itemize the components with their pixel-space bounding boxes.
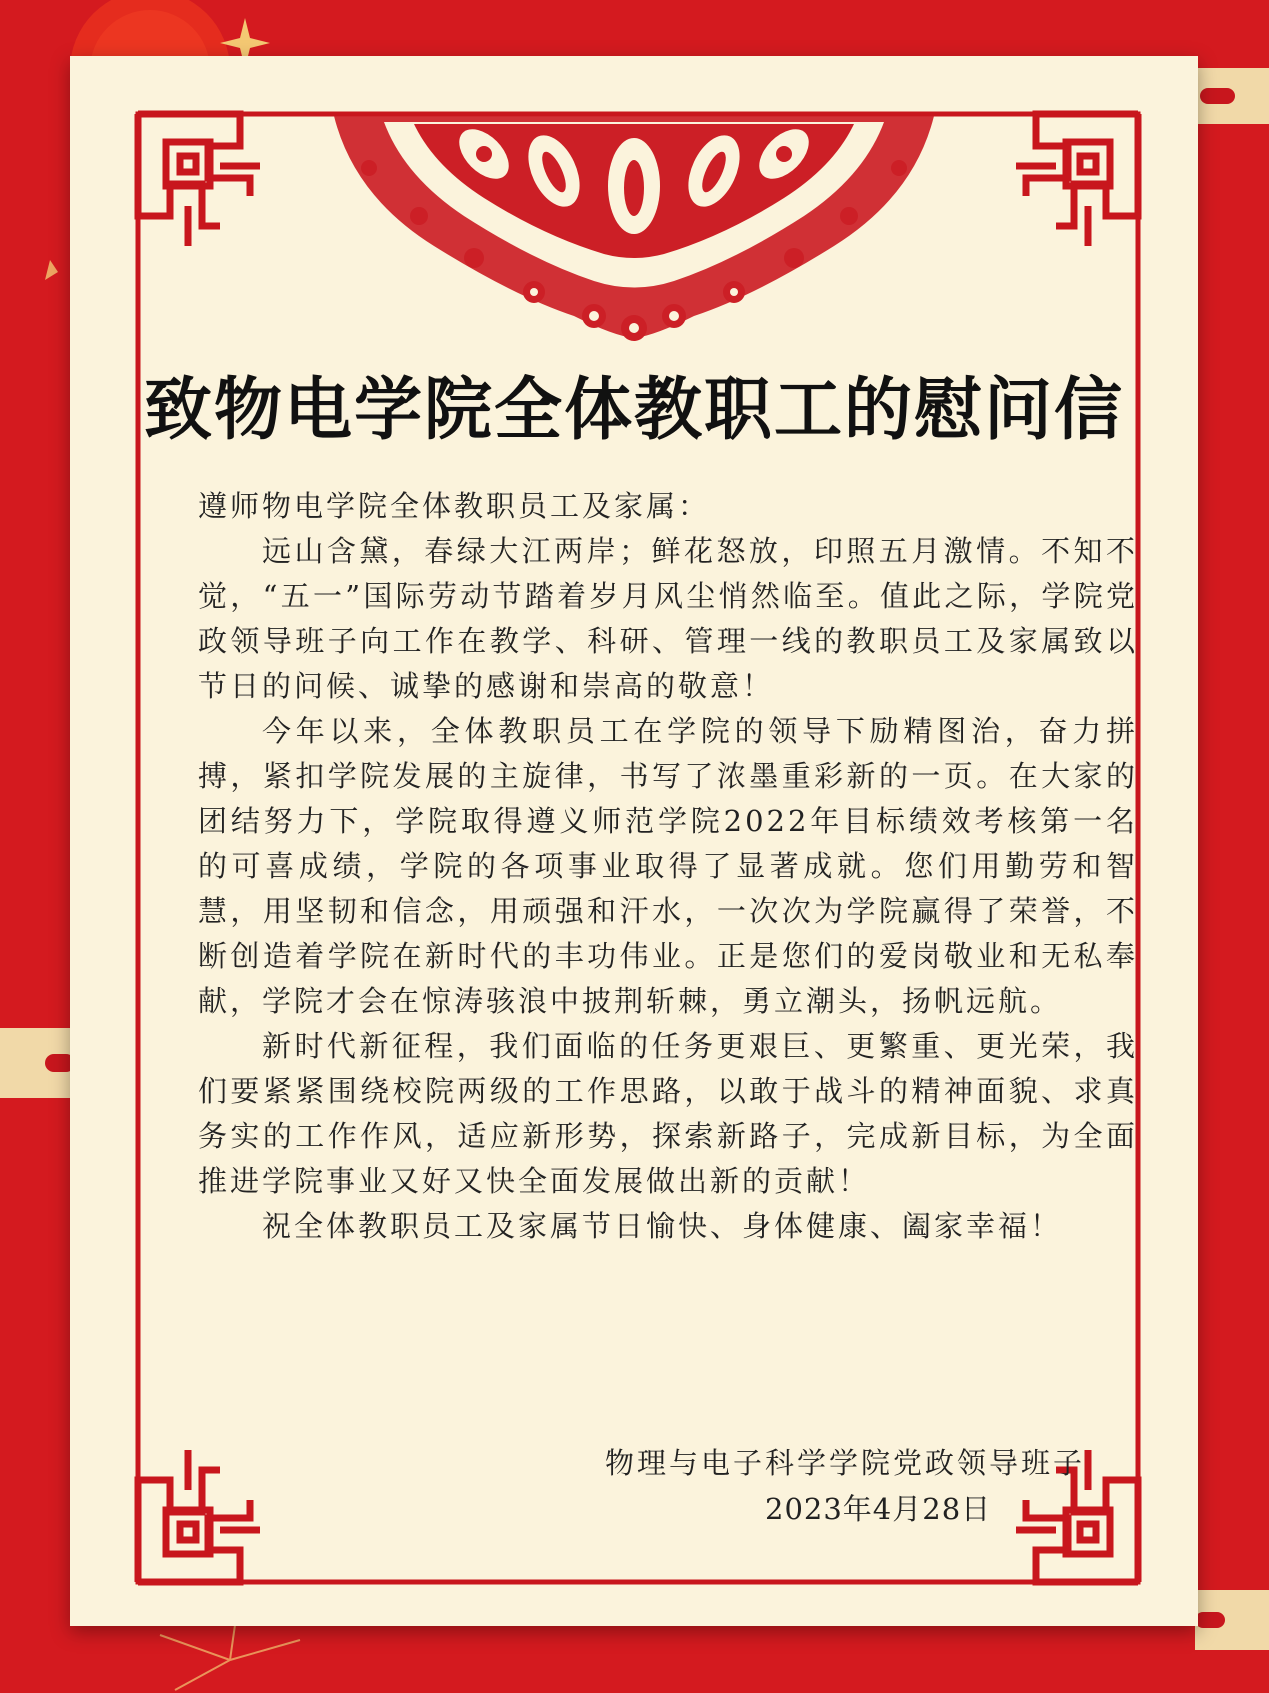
- paragraph-4-wishes: 祝全体教职员工及家属节日愉快、身体健康、阖家幸福！: [262, 1209, 1063, 1243]
- signature-date: 2023年4月28日: [765, 1492, 992, 1526]
- letter-paper: [70, 56, 1198, 1626]
- top-right-knot-ornament: [1016, 114, 1138, 246]
- letter-body: [198, 484, 1138, 1249]
- salutation: 遵师物电学院全体教职员工及家属：: [198, 489, 711, 523]
- paragraph-1: 远山含黛，春绿大江两岸；鲜花怒放，印照五月激情。不知不觉，“五一”国际劳动节踏着岁月风尘悄然临至。值此之际，学院党政领导班子向工作在教学、科研、管理一线的教职员工及家属致以节日的问候、诚挚的感谢和崇高的敬意！: [198, 534, 1138, 703]
- signature-organization: 物理与电子科学学院党政领导班子: [605, 1446, 1086, 1480]
- paragraph-2: 今年以来，全体教职员工在学院的领导下励精图治，奋力拼搏，紧扣学院发展的主旋律，书写了浓墨重彩新的一页。在大家的团结努力下，学院取得遵义师范学院2022年目标绩效考核第一名的可喜成绩，学院的各项事业取得了显著成就。您们用勤劳和智慧，用坚韧和信念，用顽强和汗水，一次次为学院赢得了荣誉，不断创造着学院在新时代的丰功伟业。正是您们的爱岗敬业和无私奉献，学院才会在惊涛骇浪中披荆斩棘，勇立潮头，扬帆远航。: [198, 714, 1138, 1018]
- signature-block: [470, 1440, 1150, 1532]
- paragraph-3: 新时代新征程，我们面临的任务更艰巨、更繁重、更光荣，我们要紧紧围绕校院两级的工作思路，以敢于战斗的精神面貌、求真务实的工作作风，适应新形势，探索新路子，完成新目标，为全面推进学院事业又好又快全面发展做出新的贡献！: [198, 1029, 1138, 1198]
- top-left-knot-ornament: [138, 114, 260, 246]
- letter-title: 致物电学院全体教职工的慰问信: [143, 371, 1124, 450]
- bottom-left-knot-ornament: [138, 1450, 260, 1582]
- top-lace-ornament: [334, 116, 934, 341]
